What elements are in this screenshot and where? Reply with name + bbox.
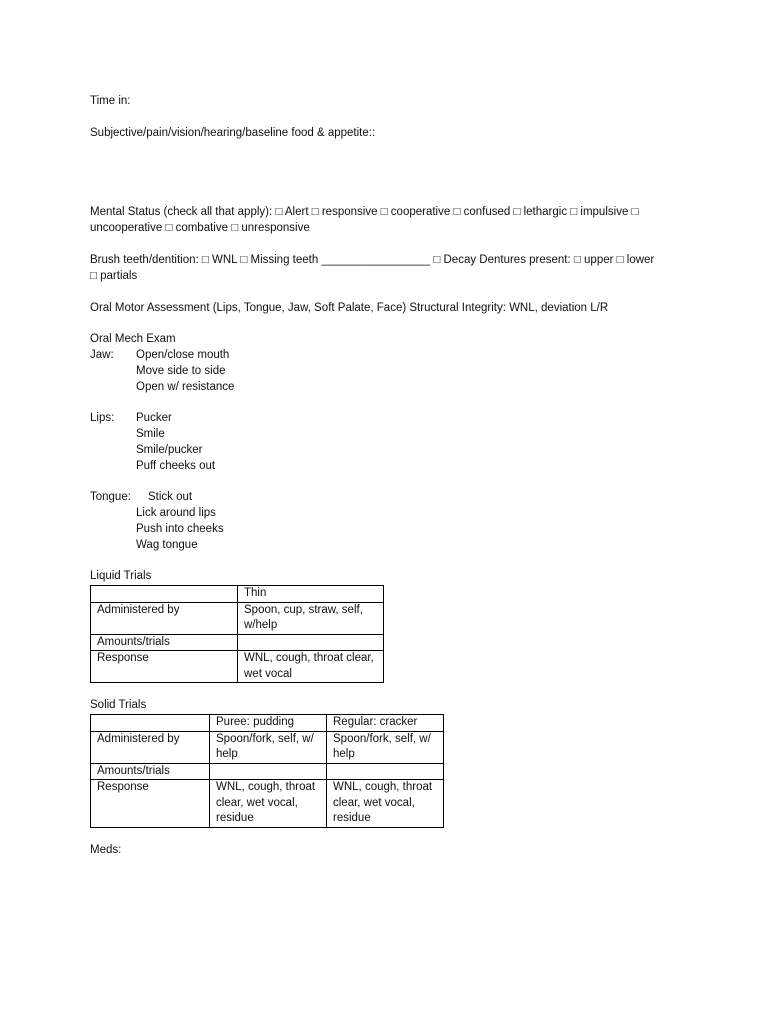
table-row-label: Administered by (91, 602, 238, 634)
table-row (91, 586, 384, 603)
table-row (91, 780, 444, 828)
lips-item: Smile (136, 428, 165, 440)
table-row-label: Response (91, 651, 238, 683)
jaw-label: Jaw: (90, 349, 114, 361)
lips-item: Smile/pucker (136, 444, 203, 456)
table-header-cell: Thin (238, 586, 384, 603)
table-row (91, 602, 384, 634)
brush-teeth-line-2: □ partials (90, 270, 138, 282)
mental-status-line-1: Mental Status (check all that apply): □ Alert □ responsive □ cooperative □ confused □ lethargic □ impulsive □ (90, 206, 639, 218)
jaw-item: Open w/ resistance (136, 381, 235, 393)
table-cell: Spoon/fork, self, w/ help (327, 731, 444, 763)
table-cell (91, 715, 210, 732)
table-cell (210, 763, 327, 780)
table-cell: WNL, cough, throat clear, wet vocal, residue (210, 780, 327, 828)
tongue-item: Stick out (148, 491, 193, 503)
table-cell (327, 763, 444, 780)
liquid-trials-title: Liquid Trials (90, 570, 152, 582)
table-cell: WNL, cough, throat clear, wet vocal (238, 651, 384, 683)
table-row-label: Amounts/trials (91, 634, 238, 651)
table-row (91, 731, 444, 763)
table-header-cell: Regular: cracker (327, 715, 444, 732)
table-cell (91, 586, 238, 603)
table-row-label: Amounts/trials (91, 763, 210, 780)
table-row (91, 651, 384, 683)
oral-mech-title: Oral Mech Exam (90, 333, 176, 345)
solid-trials-table (90, 714, 444, 828)
table-row (91, 763, 444, 780)
table-row (91, 715, 444, 732)
lips-item: Puff cheeks out (136, 460, 216, 472)
tongue-label: Tongue: (90, 491, 131, 503)
lips-label: Lips: (90, 412, 115, 424)
meds-label: Meds: (90, 844, 122, 856)
table-row (91, 634, 384, 651)
brush-teeth-line-1: Brush teeth/dentition: □ WNL □ Missing teeth _________________ □ Decay Dentures present: □ upper □ lower (90, 254, 655, 266)
tongue-item: Lick around lips (136, 507, 216, 519)
liquid-trials-table (90, 585, 384, 683)
table-row-label: Administered by (91, 731, 210, 763)
tongue-item: Wag tongue (136, 539, 198, 551)
tongue-item: Push into cheeks (136, 523, 224, 535)
table-row-label: Response (91, 780, 210, 828)
solid-trials-title: Solid Trials (90, 699, 147, 711)
table-header-cell: Puree: pudding (210, 715, 327, 732)
table-cell (238, 634, 384, 651)
table-cell: Spoon, cup, straw, self, w/help (238, 602, 384, 634)
table-cell: WNL, cough, throat clear, wet vocal, residue (327, 780, 444, 828)
oral-motor-assessment: Oral Motor Assessment (Lips, Tongue, Jaw, Soft Palate, Face) Structural Integrity: WNL, deviation L/R (90, 302, 609, 314)
table-cell: Spoon/fork, self, w/ help (210, 731, 327, 763)
jaw-item: Open/close mouth (136, 349, 230, 361)
jaw-item: Move side to side (136, 365, 226, 377)
lips-item: Pucker (136, 412, 172, 424)
subjective-label: Subjective/pain/vision/hearing/baseline food & appetite:: (90, 127, 376, 139)
mental-status-line-2: uncooperative □ combative □ unresponsive (90, 222, 310, 234)
time-in-label: Time in: (90, 95, 131, 107)
